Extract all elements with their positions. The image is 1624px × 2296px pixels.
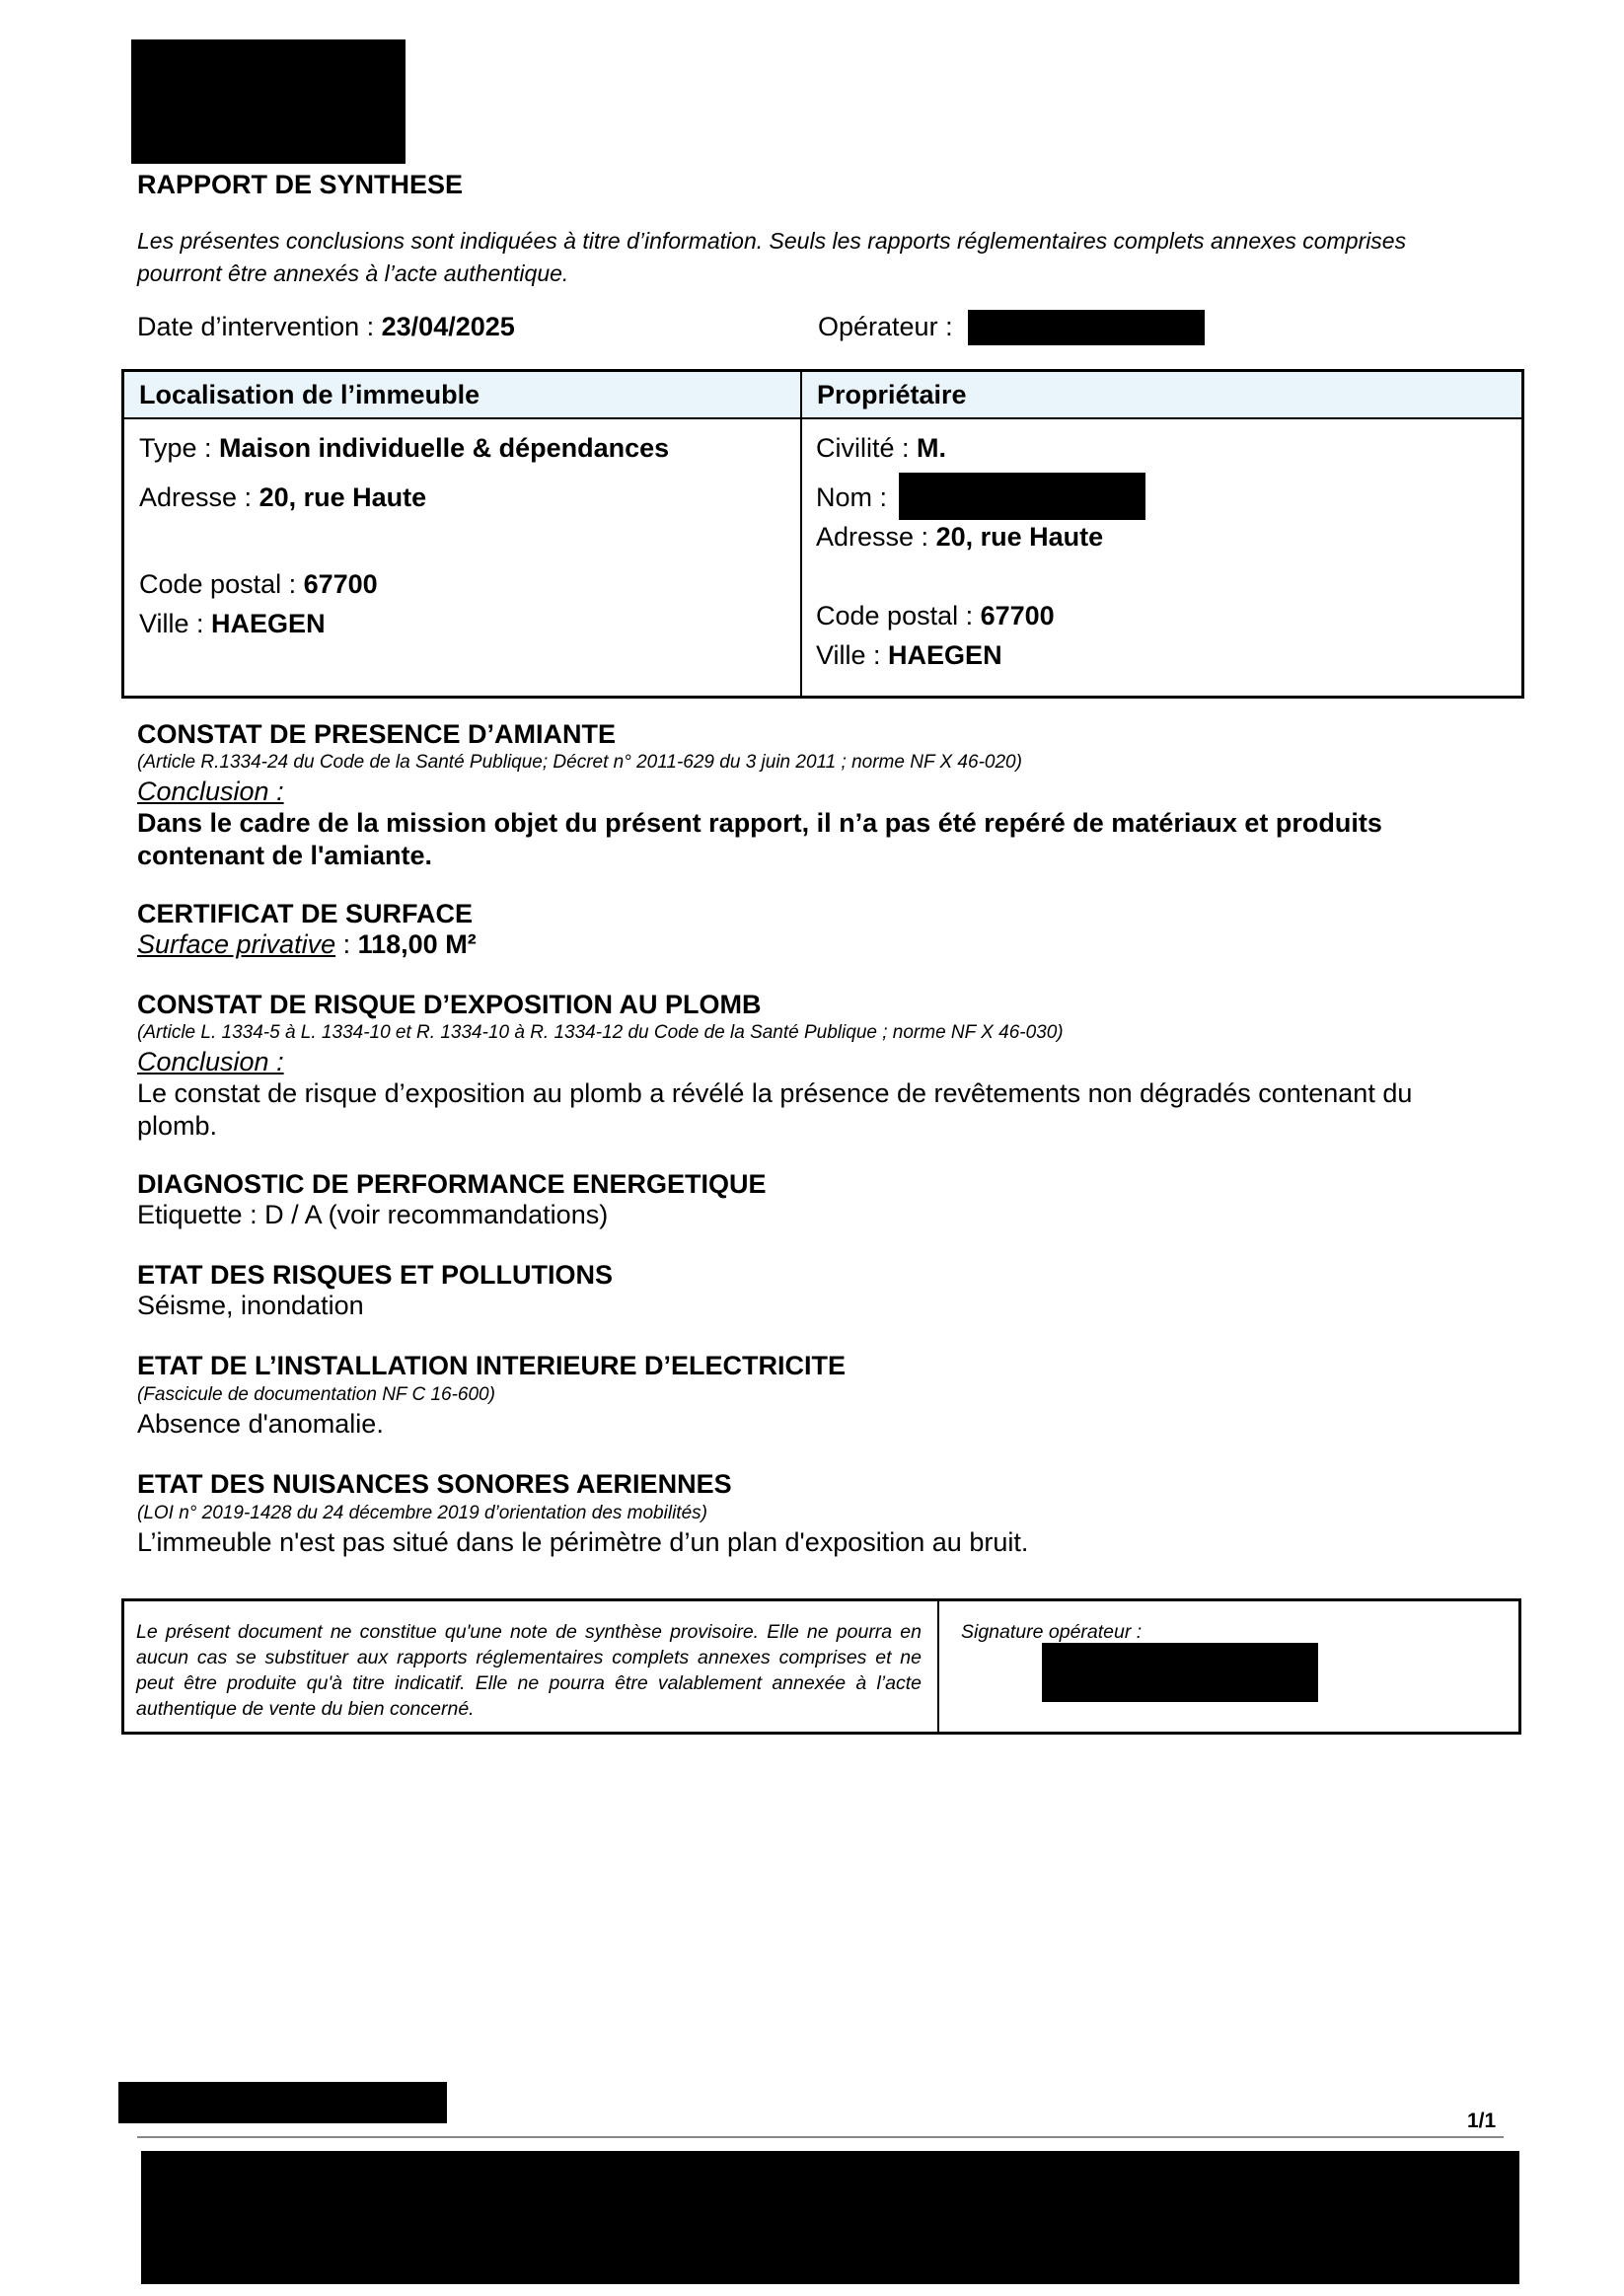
dpe-text: Etiquette : D / A (voir recommandations) <box>137 1200 609 1229</box>
property-type <box>139 433 669 464</box>
redacted-operator <box>968 310 1205 345</box>
electricity-title: ETAT DE L’INSTALLATION INTERIEURE D’ELECTRICITE <box>137 1351 846 1380</box>
property-info-table <box>121 369 1524 699</box>
postal-value: 67700 <box>303 569 378 599</box>
owner-civility <box>816 433 946 464</box>
owner-name-label: Nom : <box>816 482 888 512</box>
dpe-title: DIAGNOSTIC DE PERFORMANCE ENERGETIQUE <box>137 1169 767 1199</box>
redacted-footer-block <box>141 2151 1519 2284</box>
lead-conclusion-text: Le constat de risque d’exposition au plomb a révélé la présence de revêtements non dégradés contenant du plomb. <box>137 1078 1413 1141</box>
postal-label: Code postal : <box>139 569 304 599</box>
location-header: Localisation de l’immeuble <box>123 371 802 419</box>
date-label: Date d’intervention : <box>137 312 382 341</box>
electricity-text: Absence d'anomalie. <box>137 1409 384 1439</box>
location-cell <box>123 418 802 698</box>
property-city <box>139 609 326 639</box>
redacted-owner-name <box>899 473 1145 520</box>
owner-postal-value: 67700 <box>980 601 1055 630</box>
owner-city <box>816 640 1002 671</box>
lead-title: CONSTAT DE RISQUE D’EXPOSITION AU PLOMB <box>137 990 762 1019</box>
noise-title: ETAT DES NUISANCES SONORES AERIENNES <box>137 1469 732 1499</box>
intro-text: Les présentes conclusions sont indiquées à titre d’information. Seuls les rapports réglementaires complets annexes comprises pourront être annexés à l’acte authentique. <box>137 228 1407 286</box>
asbestos-title: CONSTAT DE PRESENCE D’AMIANTE <box>137 719 617 749</box>
surface-sep: : <box>335 929 358 959</box>
owner-city-value: HAEGEN <box>888 640 1002 670</box>
surface-label: Surface privative <box>137 929 336 959</box>
page-number: 1/1 <box>1467 2110 1497 2132</box>
disclaimer-box <box>121 1598 1521 1735</box>
surface-title: CERTIFICAT DE SURFACE <box>137 899 474 928</box>
address-label: Adresse : <box>139 482 259 512</box>
owner-postal-code <box>816 601 1055 631</box>
asbestos-conclusion-text: Dans le cadre de la mission objet du présent rapport, il n’a pas été repéré de matériaux et produits contenant de l'amiante. <box>137 808 1382 870</box>
operator-label: Opérateur : <box>818 312 953 341</box>
page-title: RAPPORT DE SYNTHESE <box>137 170 464 199</box>
intervention-date <box>137 312 515 342</box>
property-postal-code <box>139 569 378 600</box>
address-value: 20, rue Haute <box>258 482 427 512</box>
lead-reference: (Article L. 1334-5 à L. 1334-10 et R. 1334-10 à R. 1334-12 du Code de la Santé Publique ; norme NF X 46-030) <box>137 1022 1064 1043</box>
type-value: Maison individuelle & dépendances <box>219 433 670 463</box>
city-value: HAEGEN <box>211 609 326 638</box>
owner-address-label: Adresse : <box>816 522 936 552</box>
redacted-signature <box>1042 1643 1318 1702</box>
surface-value: 118,00 M² <box>357 929 477 959</box>
signature-label: Signature opérateur : <box>961 1621 1143 1643</box>
owner-address <box>816 522 1103 553</box>
owner-header: Propriétaire <box>801 371 1523 419</box>
date-value: 23/04/2025 <box>381 312 515 341</box>
type-label: Type : <box>139 433 220 463</box>
erp-text: Séisme, inondation <box>137 1291 364 1320</box>
owner-postal-label: Code postal : <box>816 601 981 630</box>
noise-reference: (LOI n° 2019-1428 du 24 décembre 2019 d’orientation des mobilités) <box>137 1503 707 1523</box>
erp-title: ETAT DES RISQUES ET POLLUTIONS <box>137 1260 614 1290</box>
asbestos-reference: (Article R.1334-24 du Code de la Santé Publique; Décret n° 2011-629 du 3 juin 2011 ; norme NF X 46-020) <box>137 752 1022 773</box>
civility-label: Civilité : <box>816 433 918 463</box>
owner-address-value: 20, rue Haute <box>935 522 1104 552</box>
footer-divider <box>137 2136 1504 2138</box>
city-label: Ville : <box>139 609 212 638</box>
electricity-reference: (Fascicule de documentation NF C 16-600) <box>137 1384 495 1405</box>
lead-conclusion-label: Conclusion : <box>137 1047 284 1076</box>
noise-text: L’immeuble n'est pas situé dans le périmètre d’un plan d'exposition au bruit. <box>137 1527 1029 1557</box>
asbestos-conclusion-label: Conclusion : <box>137 777 284 806</box>
redacted-footer-logo <box>118 2082 447 2123</box>
surface-line <box>137 928 1499 961</box>
owner-city-label: Ville : <box>816 640 889 670</box>
signature-cell <box>939 1601 1518 1732</box>
redacted-logo <box>131 39 406 164</box>
disclaimer-text: Le présent document ne constitue qu'une note de synthèse provisoire. Elle ne pourra en aucun cas se substituer aux rapports réglementaires complets annexes comprises et ne peut être produite qu'à titre indicatif. Elle ne pourra être valablement annexée à l’acte authentique de vente du bien concerné. <box>124 1601 939 1732</box>
owner-cell <box>801 418 1523 698</box>
property-address <box>139 482 426 513</box>
civility-value: M. <box>917 433 947 463</box>
